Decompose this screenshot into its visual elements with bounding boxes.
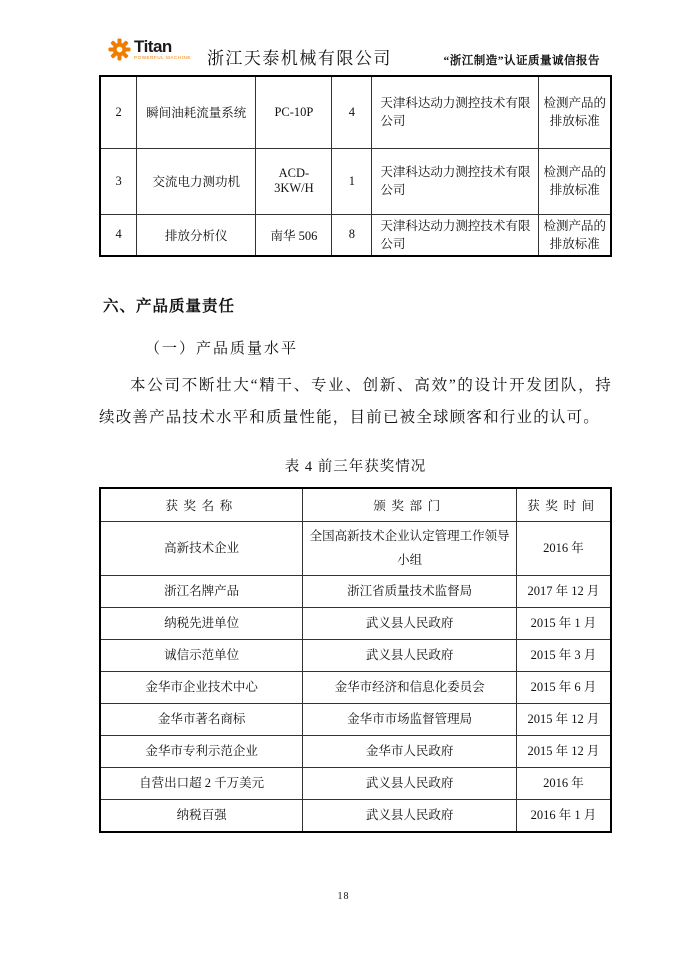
cell-award-department: 金华市经济和信息化委员会 bbox=[303, 672, 517, 704]
cell-award-time: 2016 年 bbox=[516, 522, 611, 576]
cell-award-name: 金华市企业技术中心 bbox=[100, 672, 303, 704]
cell-award-department: 浙江省质量技术监督局 bbox=[303, 576, 517, 608]
cell-model: PC-10P bbox=[256, 76, 332, 148]
cell-award-time: 2015 年 3 月 bbox=[516, 640, 611, 672]
cell-no: 3 bbox=[100, 148, 137, 214]
cell-model: 南华 506 bbox=[256, 214, 332, 256]
brand-tagline: POWERFUL MACHINE bbox=[134, 55, 191, 61]
page-content bbox=[99, 38, 612, 833]
table-row bbox=[100, 608, 611, 640]
cell-award-name: 浙江名牌产品 bbox=[100, 576, 303, 608]
cell-award-time: 2015 年 1 月 bbox=[516, 608, 611, 640]
cell-award-time: 2016 年 1 月 bbox=[516, 800, 611, 832]
section-heading: 六、产品质量责任 bbox=[103, 297, 236, 315]
table-row bbox=[100, 76, 611, 148]
header-award-name: 获奖名称 bbox=[100, 488, 303, 522]
cell-award-name: 金华市专利示范企业 bbox=[100, 736, 303, 768]
cell-award-department: 全国高新技术企业认定管理工作领导小组 bbox=[303, 522, 517, 576]
equipment-table bbox=[99, 75, 612, 257]
section-paragraph: 本公司不断壮大“精干、专业、创新、高效”的设计开发团队，持续改善产品技术水平和质量性能，目前已被全球顾客和行业的认可。 bbox=[99, 376, 612, 427]
table-row bbox=[100, 214, 611, 256]
cell-award-name: 纳税先进单位 bbox=[100, 608, 303, 640]
cell-purpose: 检测产品的排放标准 bbox=[539, 76, 611, 148]
cell-award-department: 金华市市场监督管理局 bbox=[303, 704, 517, 736]
cell-award-department: 武义县人民政府 bbox=[303, 608, 517, 640]
cell-award-department: 武义县人民政府 bbox=[303, 800, 517, 832]
cell-name: 交流电力测功机 bbox=[137, 148, 256, 214]
cell-qty: 4 bbox=[332, 76, 372, 148]
section-subheading: （一）产品质量水平 bbox=[145, 340, 299, 357]
cell-award-department: 金华市人民政府 bbox=[303, 736, 517, 768]
report-title: “浙江制造”认证质量诚信报告 bbox=[443, 55, 600, 67]
company-name: 浙江天泰机械有限公司 bbox=[206, 49, 392, 68]
table-row bbox=[100, 148, 611, 214]
cell-award-name: 诚信示范单位 bbox=[100, 640, 303, 672]
cell-award-department: 武义县人民政府 bbox=[303, 768, 517, 800]
table-row bbox=[100, 800, 611, 832]
header-award-department: 颁奖部门 bbox=[303, 488, 517, 522]
cell-award-name: 自营出口超 2 千万美元 bbox=[100, 768, 303, 800]
logo-text bbox=[134, 38, 191, 61]
cell-purpose: 检测产品的排放标准 bbox=[539, 148, 611, 214]
cell-model: ACD-3KW/H bbox=[256, 148, 332, 214]
table-row bbox=[100, 640, 611, 672]
table-row bbox=[100, 704, 611, 736]
cell-no: 4 bbox=[100, 214, 137, 256]
cell-supplier: 天津科达动力测控技术有限公司 bbox=[372, 148, 539, 214]
table-row bbox=[100, 522, 611, 576]
cell-award-name: 金华市著名商标 bbox=[100, 704, 303, 736]
header-award-time: 获奖时间 bbox=[516, 488, 611, 522]
cell-purpose: 检测产品的排放标准 bbox=[539, 214, 611, 256]
cell-no: 2 bbox=[100, 76, 137, 148]
cell-award-time: 2017 年 12 月 bbox=[516, 576, 611, 608]
cell-supplier: 天津科达动力测控技术有限公司 bbox=[372, 76, 539, 148]
cell-name: 瞬间油耗流量系统 bbox=[137, 76, 256, 148]
table-header-row bbox=[100, 488, 611, 522]
cell-qty: 8 bbox=[332, 214, 372, 256]
cell-award-name: 高新技术企业 bbox=[100, 522, 303, 576]
cell-name: 排放分析仪 bbox=[137, 214, 256, 256]
awards-table bbox=[99, 487, 612, 833]
page-number: 18 bbox=[337, 891, 350, 902]
cell-award-time: 2015 年 12 月 bbox=[516, 704, 611, 736]
cell-award-time: 2016 年 bbox=[516, 768, 611, 800]
cell-award-name: 纳税百强 bbox=[100, 800, 303, 832]
company-logo bbox=[108, 38, 191, 61]
cell-award-time: 2015 年 12 月 bbox=[516, 736, 611, 768]
table-row bbox=[100, 768, 611, 800]
table-row bbox=[100, 736, 611, 768]
cell-qty: 1 bbox=[332, 148, 372, 214]
awards-table-caption: 表 4 前三年获奖情况 bbox=[284, 458, 427, 475]
brand-name: Titan bbox=[134, 37, 172, 57]
gear-icon bbox=[108, 38, 131, 61]
cell-award-time: 2015 年 6 月 bbox=[516, 672, 611, 704]
cell-supplier: 天津科达动力测控技术有限公司 bbox=[372, 214, 539, 256]
table-row bbox=[100, 672, 611, 704]
table-row bbox=[100, 576, 611, 608]
cell-award-department: 武义县人民政府 bbox=[303, 640, 517, 672]
page-header bbox=[99, 38, 612, 70]
